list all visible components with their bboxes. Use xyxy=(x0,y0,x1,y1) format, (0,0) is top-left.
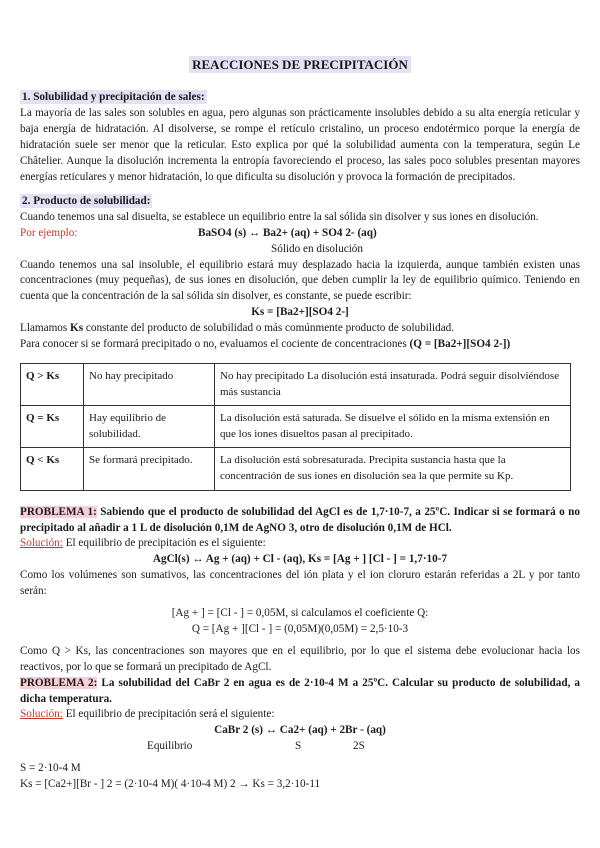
problem1-statement: PROBLEMA 1: Sabiendo que el producto de solubilidad del AgCl es de 1,7·10-7, a 25ºC. Indicar si se formará o no precipitado al añadir a 1 L de disolución 0,1M de AgNO 3, otro de disolución 0,1M de HCl. xyxy=(20,505,580,534)
table-row xyxy=(21,448,571,490)
problem1-calc-1: [Ag + ] = [Cl - ] = 0,05M, si calculamos el coeficiente Q: xyxy=(171,607,429,620)
problem1-paragraph: Como los volúmenes son sumativos, las concentraciones del ión plata y el ion cloruro estarán referidas a 2L y por tanto serán: xyxy=(20,569,580,598)
section2-heading: 2. Producto de solubilidad: xyxy=(22,194,151,207)
problem2-solution-intro: Solución: El equilibrio de precipitación será el siguiente: xyxy=(20,708,275,721)
equilibrium-2s: 2S xyxy=(353,740,365,753)
table-cell-description: No hay precipitado La disolución está insaturada. Podrá seguir disolviéndose más sustancia xyxy=(215,363,571,405)
table-cell-result: No hay precipitado xyxy=(84,363,215,405)
table-cell-description: La disolución está saturada. Se disuelve el sólido en la misma extensión en que los iones disueltos pasan al precipitado. xyxy=(215,406,571,448)
table-cell-result: Hay equilibrio de solubilidad. xyxy=(84,406,215,448)
example-row xyxy=(20,226,580,242)
table-row xyxy=(21,363,571,405)
precipitation-table xyxy=(20,363,571,491)
ks-equation: Ks = [Ba2+][SO4 2-] xyxy=(251,306,349,319)
problem1-equation: AgCl(s) ↔ Ag + (aq) + Cl - (aq), Ks = [Ag + ] [Cl - ] = 1,7·10-7 xyxy=(152,553,448,566)
section2-paragraph: Cuando tenemos una sal insoluble, el equilibrio estará muy desplazado hacia la izquierda, aunque también existen unas concentraciones (muy pequeñas), de sus iones en disolución, que deben cumplir la ley de equilibrio químico. Teniendo en cuenta que la concentración de la sal sólida sin disolver, es constante, se puede escribir: xyxy=(20,258,580,303)
section1-heading: 1. Solubilidad y precipitación de sales: xyxy=(22,91,205,104)
problem2-equilibrium-row xyxy=(20,739,580,755)
table-cell-condition: Q = Ks xyxy=(21,406,84,448)
example-subtitle: Sólido en disolución xyxy=(271,242,363,255)
page-title: REACCIONES DE PRECIPITACIÓN xyxy=(20,0,580,74)
table-row xyxy=(21,406,571,448)
problem1-calc-2: Q = [Ag + ][Cl - ] = (0,05M)(0,05M) = 2,5·10-3 xyxy=(191,622,409,635)
problem2-label: PROBLEMA 2: xyxy=(20,676,98,689)
section2-intro: Cuando tenemos una sal disuelta, se establece un equilibrio entre la sal sólida sin disolver y sus iones en disolución. xyxy=(20,210,539,223)
table-cell-condition: Q < Ks xyxy=(21,448,84,490)
q-definition: Para conocer si se formará precipitado o no, evaluamos el cociente de concentraciones (Q = [Ba2+][SO4 2-]) xyxy=(20,338,511,351)
problem2-ks-value: Ks = [Ca2+][Br - ] 2 = (2·10-4 M)( 4·10-4 M) 2 → Ks = 3,2·10-11 xyxy=(20,778,321,791)
problem2-s-value: S = 2·10-4 M xyxy=(20,762,81,775)
problem2-equation: CaBr 2 (s) ↔ Ca2+ (aq) + 2Br - (aq) xyxy=(214,724,386,737)
table-cell-description: La disolución está sobresaturada. Precipita sustancia hasta que la concentración de sus iones en disolución sea la que permite su Kp. xyxy=(215,448,571,490)
problem2-statement: PROBLEMA 2: La solubilidad del CaBr 2 en agua es de 2·10-4 M a 25ºC. Calcular su producto de solubilidad, a dicha temperatura. xyxy=(20,676,581,705)
table-cell-result: Se formará precipitado. xyxy=(84,448,215,490)
section1-body: La mayoría de las sales son solubles en agua, pero algunas son prácticamente insolubles debido a su alta energía reticular y baja energía de hidratación. Al disolverse, se rompe el retículo cristalino, un proceso endotérmico porque la energía de hidratación suele ser menor que la reticular. Esto explica por qué la solubilidad aumenta con la temperatura, según Le Châtelier. Aunque la disolución incrementa la entropía favoreciendo el proceso, las sales poco solubles presentan mayores energías reticulares y menor hidratación, lo que dificulta su disolución y provoca la formación de precipitados. xyxy=(20,107,580,183)
problem1-label: PROBLEMA 1: xyxy=(20,505,97,518)
problem1-solution-intro: Solución: El equilibrio de precipitación es el siguiente: xyxy=(20,537,266,550)
equilibrium-label: Equilibrio xyxy=(147,740,193,753)
problem1-conclusion: Como Q > Ks, las concentraciones son mayores que en el equilibrio, por lo que el sistema debe evolucionar hacia los reactivos, por lo que se formará un precipitado de AgCl. xyxy=(20,644,580,673)
equilibrium-s: S xyxy=(295,740,302,753)
table-cell-condition: Q > Ks xyxy=(21,363,84,405)
example-equation: BaSO4 (s) ↔ Ba2+ (aq) + SO4 2- (aq) xyxy=(198,226,377,239)
example-label: Por ejemplo: xyxy=(20,226,78,239)
ks-definition: Llamamos Ks constante del producto de solubilidad o más comúnmente producto de solubilidad. xyxy=(20,322,455,335)
